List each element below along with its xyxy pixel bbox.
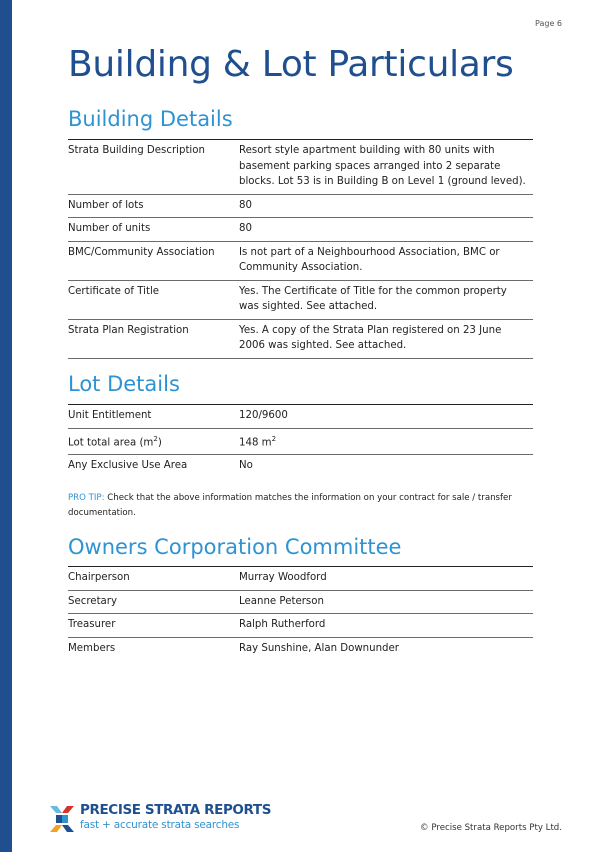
row-label: Any Exclusive Use Area <box>68 460 188 472</box>
page-number: Page 6 <box>535 19 562 28</box>
table-row <box>68 455 533 478</box>
row-label: Strata Plan Registration <box>68 319 239 358</box>
building-details-table <box>68 139 533 359</box>
row-value: Leanne Peterson <box>239 590 533 614</box>
committee-table <box>68 566 533 660</box>
row-value: 80 <box>239 218 533 242</box>
table-row <box>68 140 533 195</box>
page-side-bar <box>0 0 12 852</box>
row-value: No <box>239 460 253 472</box>
pro-tip-text: Check that the above information matches the information on your contract for sale / transfer documentation. <box>68 493 512 518</box>
logo-name: PRECISE STRATA REPORTS <box>80 802 272 818</box>
table-row <box>68 241 533 280</box>
table-row <box>68 218 533 242</box>
table-row <box>68 280 533 319</box>
row-label: BMC/Community Association <box>68 241 239 280</box>
table-row <box>68 405 533 429</box>
row-label: Strata Building Description <box>68 140 239 195</box>
lot-area-label-text: Lot total area (m <box>68 436 154 448</box>
row-value: 80 <box>239 194 533 218</box>
row-label: Treasurer <box>68 614 239 638</box>
row-label: Chairperson <box>68 567 239 591</box>
row-label <box>68 428 239 455</box>
table-row <box>68 319 533 358</box>
pro-tip-label: PRO TIP: <box>68 493 105 503</box>
row-label: Certificate of Title <box>68 280 239 319</box>
row-value: Yes. The Certificate of Title for the common property was sighted. See attached. <box>239 280 533 319</box>
row-value: Yes. A copy of the Strata Plan registered on 23 June 2006 was sighted. See attached. <box>239 319 533 358</box>
row-label: Members <box>68 642 116 654</box>
copyright-notice: © Precise Strata Reports Pty Ltd. <box>420 823 562 833</box>
logo-mark-icon <box>48 804 76 834</box>
lot-details-table <box>68 404 533 478</box>
row-value: Is not part of a Neighbourhood Association, BMC or Community Association. <box>239 241 533 280</box>
row-value: 120/9600 <box>239 405 533 429</box>
building-details-heading: Building Details <box>68 107 233 131</box>
table-row <box>68 637 533 660</box>
row-label: Unit Entitlement <box>68 405 239 429</box>
logo-tagline: fast + accurate strata searches <box>80 819 240 831</box>
lot-area-value-superscript: 2 <box>271 434 277 443</box>
row-label: Number of lots <box>68 194 239 218</box>
table-row <box>68 567 533 591</box>
committee-heading: Owners Corporation Committee <box>68 535 402 559</box>
row-label: Secretary <box>68 590 239 614</box>
row-value: Ray Sunshine, Alan Downunder <box>239 642 399 654</box>
row-value: Murray Woodford <box>239 567 533 591</box>
row-value: Ralph Rutherford <box>239 614 533 638</box>
pro-tip <box>68 491 538 520</box>
row-value <box>239 428 533 455</box>
table-row <box>68 614 533 638</box>
lot-area-value-text: 148 m <box>239 436 272 448</box>
lot-area-label-tail: ) <box>157 436 162 448</box>
table-row <box>68 194 533 218</box>
table-row <box>68 428 533 455</box>
row-label: Number of units <box>68 218 239 242</box>
row-value: Resort style apartment building with 80 units with basement parking spaces arranged into 2 separate blocks. Lot 53 is in Building B on Level 1 (ground leved). <box>239 140 533 195</box>
lot-details-heading: Lot Details <box>68 372 180 396</box>
table-row <box>68 590 533 614</box>
company-logo <box>48 802 272 838</box>
page-title: Building & Lot Particulars <box>68 44 514 85</box>
lot-area-label-superscript: 2 <box>153 434 158 443</box>
